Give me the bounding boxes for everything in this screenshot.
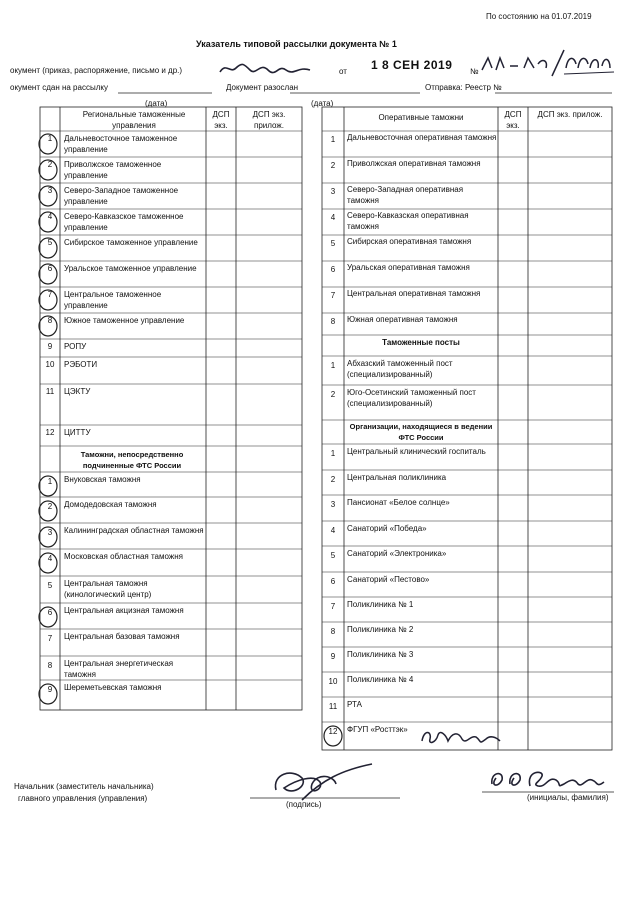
section-title: Организации, находящиеся в ведении ФТС России — [349, 422, 493, 442]
row-number: 1 — [47, 477, 53, 486]
row-number: 10 — [45, 360, 55, 369]
list-item: ЦИТТУ — [64, 428, 91, 437]
delivered-label: окумент сдан на рассылку — [10, 83, 108, 92]
handwritten-circle-mark — [37, 185, 59, 207]
list-item: Санаторий «Победа» — [347, 524, 427, 533]
list-item: Юго-Осетинский таможенный пост (специализированный) — [347, 388, 476, 408]
list-item: Санаторий «Электроника» — [347, 549, 447, 558]
right-header-col3: ДСП экз. прилож. — [537, 110, 603, 119]
list-item: Поликлиника № 3 — [347, 650, 414, 659]
row-number: 3 — [330, 500, 336, 509]
list-item: Центральный клинический госпиталь — [347, 447, 486, 456]
row-number: 3 — [330, 187, 336, 196]
handwritten-circle-mark — [37, 552, 59, 574]
status-note: По состоянию на 01.07.2019 — [486, 12, 592, 21]
handwritten-circle-mark — [37, 237, 59, 259]
signature-caption: (подпись) — [286, 800, 322, 809]
list-item: Северо-Западная оперативная таможня — [347, 185, 464, 205]
right-header-col1: Оперативные таможни — [378, 113, 464, 122]
row-number: 6 — [47, 264, 53, 273]
left-header-col3: ДСП экз. прилож. — [252, 110, 286, 130]
row-number: 9 — [47, 685, 53, 694]
handwritten-circle-mark — [37, 159, 59, 181]
shipment-label: Отправка: Реестр № — [425, 83, 502, 92]
date-caption-left: (дата) — [145, 99, 168, 108]
row-number: 6 — [330, 265, 336, 274]
date-caption-right: (дата) — [311, 99, 334, 108]
row-number: 2 — [330, 390, 336, 399]
page-title: Указатель типовой рассылки документа № 1 — [196, 39, 397, 49]
section-title: Таможенные посты — [382, 338, 460, 347]
list-item: Северо-Кавказская оперативная таможня — [347, 211, 469, 231]
row-number: 7 — [330, 602, 336, 611]
row-number: 4 — [47, 554, 53, 563]
list-item: Шереметьевская таможня — [64, 683, 162, 692]
row-number: 8 — [47, 316, 53, 325]
handwritten-circle-mark — [37, 289, 59, 311]
row-number: 11 — [45, 387, 55, 396]
left-header-col2: ДСП экз. — [212, 110, 230, 130]
handwritten-circle-mark — [37, 315, 59, 337]
list-item: Абхазский таможенный пост (специализированный) — [347, 359, 453, 379]
handwritten-circle-mark — [322, 725, 344, 747]
handwritten-circle-mark — [37, 606, 59, 628]
list-item: РТА — [347, 700, 362, 709]
row-number: 5 — [47, 238, 53, 247]
handwritten-circle-mark — [37, 133, 59, 155]
row-number: 6 — [47, 608, 53, 617]
list-item: Приволжское таможенное управление — [64, 160, 162, 180]
list-item: Центральное таможенное управление — [64, 290, 162, 310]
left-header-col1: Региональные таможенные управления — [82, 110, 186, 130]
row-number: 5 — [47, 581, 53, 590]
list-item: Уральская оперативная таможня — [347, 263, 470, 272]
handwritten-circle-mark — [37, 500, 59, 522]
list-item: Санаторий «Пестово» — [347, 575, 430, 584]
row-number: 7 — [47, 634, 53, 643]
row-number: 3 — [47, 528, 53, 537]
section-title: Таможни, непосредственно подчиненные ФТС России — [80, 450, 184, 470]
row-number: 10 — [328, 677, 338, 686]
list-item: Домодедовская таможня — [64, 500, 157, 509]
list-item: Приволжская оперативная таможня — [347, 159, 481, 168]
list-item: ФГУП «Росттэк» — [347, 725, 408, 734]
head-label-line1: Начальник (заместитель начальника) — [14, 782, 154, 791]
row-number: 4 — [330, 526, 336, 535]
row-number: 7 — [330, 291, 336, 300]
date-stamp: 1 8 СЕН 2019 — [371, 58, 453, 72]
list-item: Центральная акцизная таможня — [64, 606, 184, 615]
handwritten-doc-type — [216, 58, 316, 80]
sent-label: Документ разослан — [226, 83, 299, 92]
list-item: Северо-Кавказское таможенное управление — [64, 212, 184, 232]
list-item: Поликлиника № 2 — [347, 625, 414, 634]
row-number: 1 — [47, 134, 53, 143]
row-number: 2 — [47, 160, 53, 169]
list-item: ЦЭКТУ — [64, 387, 91, 396]
list-item: Южное таможенное управление — [64, 316, 185, 325]
row-number: 6 — [330, 577, 336, 586]
handwritten-outgoing-number — [478, 46, 618, 80]
list-item: Южная оперативная таможня — [347, 315, 458, 324]
row-number: 2 — [330, 475, 336, 484]
row-number: 2 — [330, 161, 336, 170]
handwritten-circle-mark — [37, 526, 59, 548]
list-item: Центральная поликлиника — [347, 473, 447, 482]
list-item: Центральная энергетическая таможня — [64, 659, 174, 679]
row-number: 2 — [47, 502, 53, 511]
list-item: Поликлиника № 1 — [347, 600, 414, 609]
row-number: 1 — [330, 361, 336, 370]
signature-line — [250, 796, 400, 800]
name-caption: (инициалы, фамилия) — [527, 793, 609, 802]
list-item: Сибирское таможенное управление — [64, 238, 198, 247]
row-number: 8 — [47, 661, 53, 670]
doc-type-label: окумент (приказ, распоряжение, письмо и др.) — [10, 66, 183, 75]
list-item: Московская областная таможня — [64, 552, 183, 561]
right-header-col2: ДСП экз. — [504, 110, 522, 130]
list-item: Дальневосточная оперативная таможня — [347, 133, 497, 142]
list-item: Сибирская оперативная таможня — [347, 237, 472, 246]
row-number: 1 — [330, 135, 336, 144]
row-number: 4 — [47, 212, 53, 221]
row-number: 8 — [330, 627, 336, 636]
row-number: 7 — [47, 290, 53, 299]
number-prefix: № — [470, 67, 479, 76]
row-number: 11 — [328, 702, 338, 711]
row-number: 5 — [330, 239, 336, 248]
list-item: Уральское таможенное управление — [64, 264, 197, 273]
row-number: 4 — [330, 213, 336, 222]
list-item: Центральная таможня (кинологический центр) — [64, 579, 152, 599]
list-item: Пансионат «Белое солнце» — [347, 498, 450, 507]
list-item: Центральная базовая таможня — [64, 632, 180, 641]
list-item: Дальневосточное таможенное управление — [64, 134, 178, 154]
row-number: 12 — [328, 727, 338, 736]
list-item: Внуковская таможня — [64, 475, 141, 484]
row-number: 9 — [47, 342, 53, 351]
row-number: 1 — [330, 449, 336, 458]
head-label-line2: главного управления (управления) — [18, 794, 148, 803]
list-item: Калининградская областная таможня — [64, 526, 204, 535]
handwritten-circle-mark — [37, 683, 59, 705]
row-number: 5 — [330, 551, 336, 560]
list-item: РЭБОТИ — [64, 360, 98, 369]
handwritten-circle-mark — [37, 475, 59, 497]
handwritten-note-rta — [418, 725, 504, 747]
handwritten-circle-mark — [37, 211, 59, 233]
row-number: 12 — [45, 428, 55, 437]
list-item: Северо-Западное таможенное управление — [64, 186, 179, 206]
handwritten-circle-mark — [37, 263, 59, 285]
row-number: 9 — [330, 652, 336, 661]
row-number: 8 — [330, 317, 336, 326]
list-item: Поликлиника № 4 — [347, 675, 414, 684]
list-item: Центральная оперативная таможня — [347, 289, 481, 298]
list-item: РОПУ — [64, 342, 87, 351]
row-number: 3 — [47, 186, 53, 195]
date-prefix: от — [339, 67, 347, 76]
